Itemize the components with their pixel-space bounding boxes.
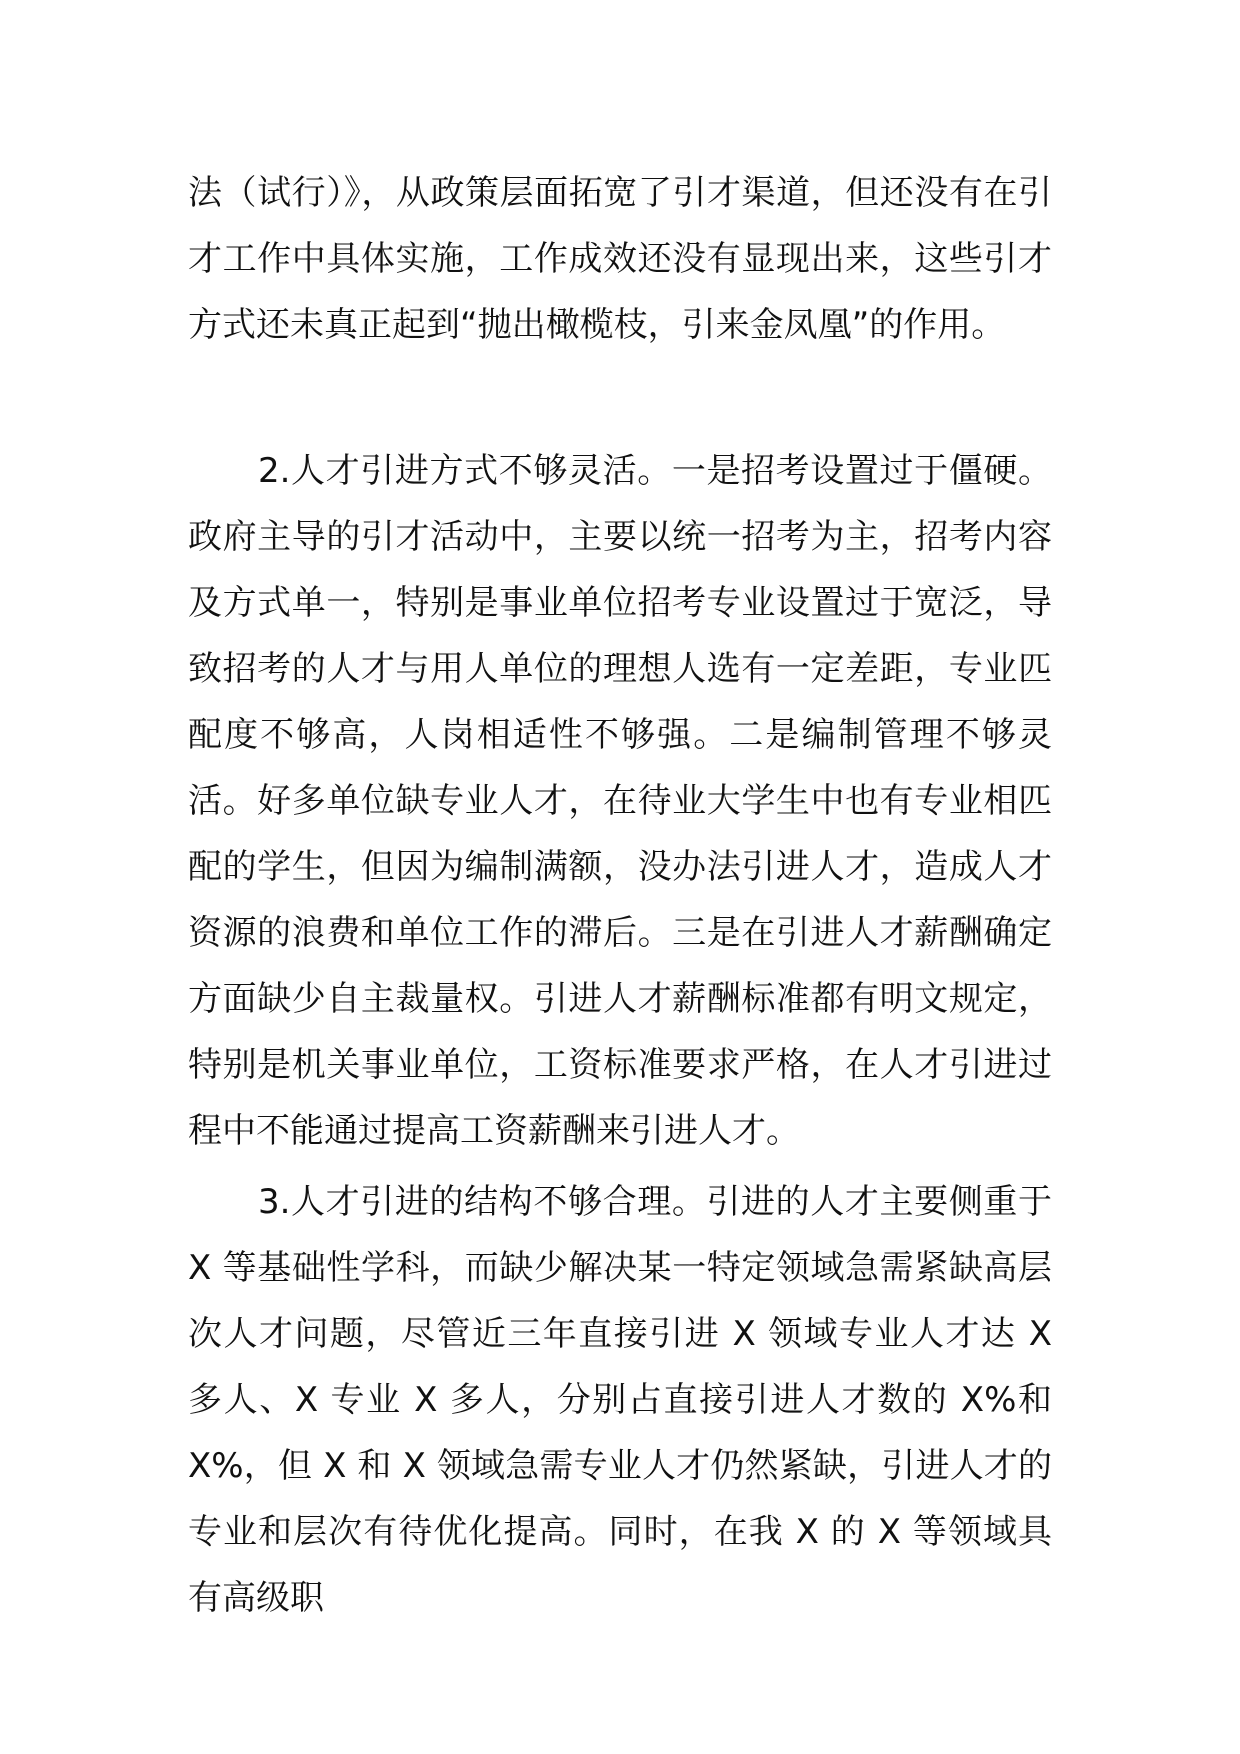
- paragraph-2: [188, 438, 1052, 1164]
- paragraph-3: [188, 1169, 1052, 1631]
- paragraph-3-text: 3.人才引进的结构不够合理。引进的人才主要侧重于 X 等基础性学科，而缺少解决某一特定领域急需紧缺高层次人才问题，尽管近三年直接引进 X 领域专业人才达 X 多人、X 专业 X 多人，分别占直接引进人才数的 X%和 X%，但 X 和 X 领域急需专业人才仍然紧缺，引进人才的专业和层次有待优化提高。同时，在我 X 的 X 等领域具有高级职: [188, 1182, 1052, 1618]
- paragraph-1: [188, 160, 1052, 358]
- paragraph-2-text: 2.人才引进方式不够灵活。一是招考设置过于僵硬。政府主导的引才活动中，主要以统一招考为主，招考内容及方式单一，特别是事业单位招考专业设置过于宽泛，导致招考的人才与用人单位的理想人选有一定差距，专业匹配度不够高，人岗相适性不够强。二是编制管理不够灵活。好多单位缺专业人才，在待业大学生中也有专业相匹配的学生，但因为编制满额，没办法引进人才，造成人才资源的浪费和单位工作的滞后。三是在引进人才薪酬确定方面缺少自主裁量权。引进人才薪酬标准都有明文规定，特别是机关事业单位，工资标准要求严格，在人才引进过程中不能通过提高工资薪酬来引进人才。: [188, 451, 1052, 1151]
- paragraph-1-text: 法（试行）》，从政策层面拓宽了引才渠道，但还没有在引才工作中具体实施，工作成效还没有显现出来，这些引才方式还未真正起到“抛出橄榄枝，引来金凤凰”的作用。: [188, 173, 1052, 345]
